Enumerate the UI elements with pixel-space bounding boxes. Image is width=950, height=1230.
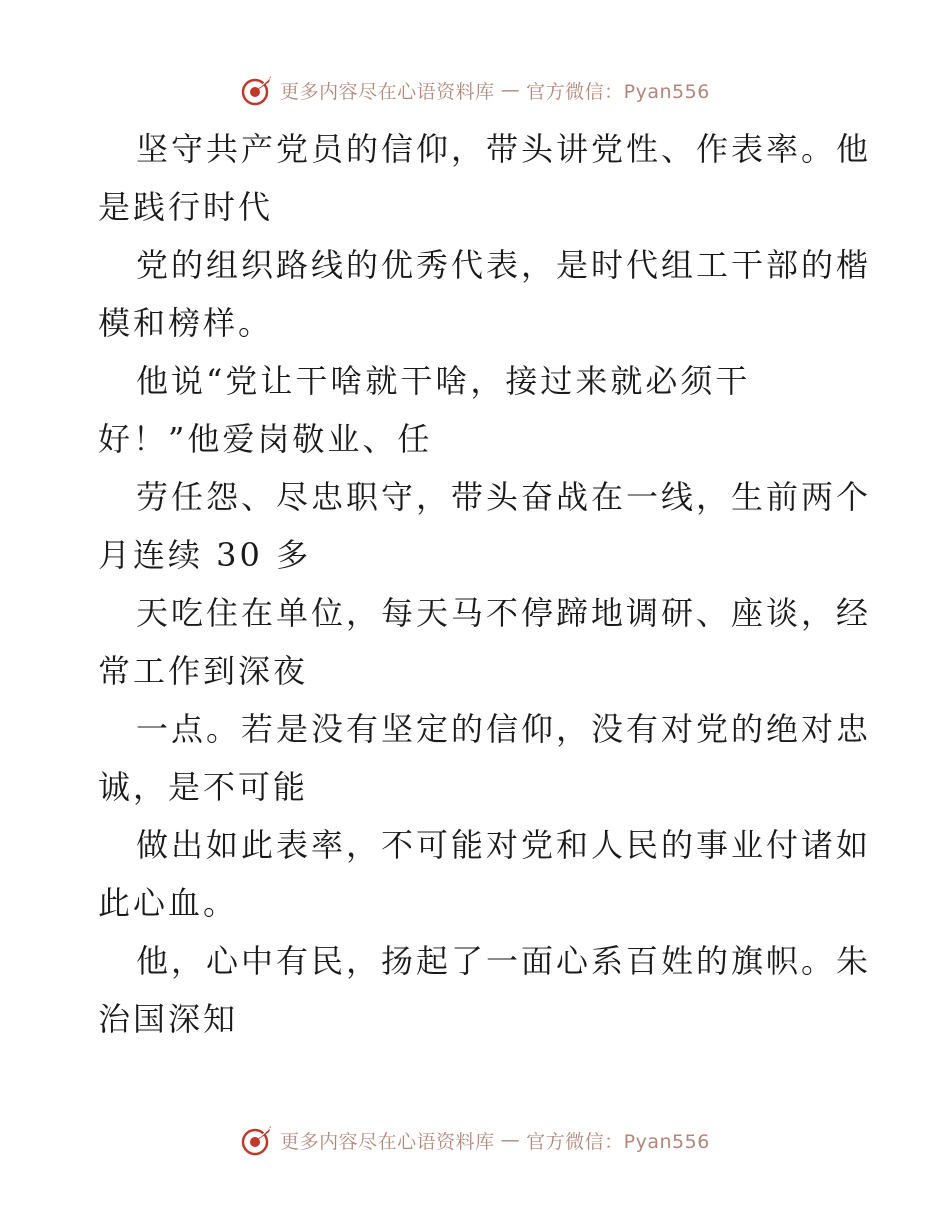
body-line: 此心血。 bbox=[98, 884, 239, 922]
header-separator: — bbox=[500, 79, 521, 101]
body-line: 诚，是不可能 bbox=[98, 768, 309, 806]
quill-seal-icon bbox=[240, 73, 274, 107]
header-banner bbox=[0, 70, 950, 110]
body-line: 模和榜样。 bbox=[98, 304, 274, 342]
header-banner-content bbox=[240, 73, 710, 107]
body-line: 他说“党让干啥就干啥，接过来就必须干 bbox=[136, 362, 751, 400]
body-line: 一点。若是没有坚定的信仰，没有对党的绝对忠 bbox=[136, 710, 872, 748]
body-line: 是践行时代 bbox=[98, 188, 274, 226]
body-line: 他，心中有民，扬起了一面心系百姓的旗帜。朱 bbox=[136, 942, 872, 980]
body-line: 党的组织路线的优秀代表，是时代组工干部的楷 bbox=[136, 246, 872, 284]
footer-site-text: 更多内容尽在心语资料库 bbox=[280, 1130, 495, 1153]
document-body bbox=[98, 120, 872, 1048]
header-wechat-text: 官方微信：Pyan556 bbox=[526, 80, 710, 103]
body-line: 坚守共产党员的信仰，带头讲党性、作表率。他 bbox=[136, 130, 872, 168]
body-line: 治国深知 bbox=[98, 1000, 239, 1038]
body-line: 做出如此表率，不可能对党和人民的事业付诸如 bbox=[136, 826, 872, 864]
body-line: 好！”他爱岗敬业、任 bbox=[98, 420, 433, 458]
body-line: 常工作到深夜 bbox=[98, 652, 309, 690]
body-line: 劳任怨、尽忠职守，带头奋战在一线，生前两个 bbox=[136, 478, 872, 516]
body-line: 月连续 30 多 bbox=[98, 536, 312, 574]
footer-banner-content bbox=[240, 1123, 710, 1157]
footer-banner bbox=[0, 1120, 950, 1160]
header-site-text: 更多内容尽在心语资料库 bbox=[280, 80, 495, 103]
footer-separator: — bbox=[500, 1129, 521, 1151]
quill-seal-icon bbox=[240, 1123, 274, 1157]
body-line: 天吃住在单位，每天马不停蹄地调研、座谈，经 bbox=[136, 594, 872, 632]
footer-wechat-text: 官方微信：Pyan556 bbox=[526, 1130, 710, 1153]
